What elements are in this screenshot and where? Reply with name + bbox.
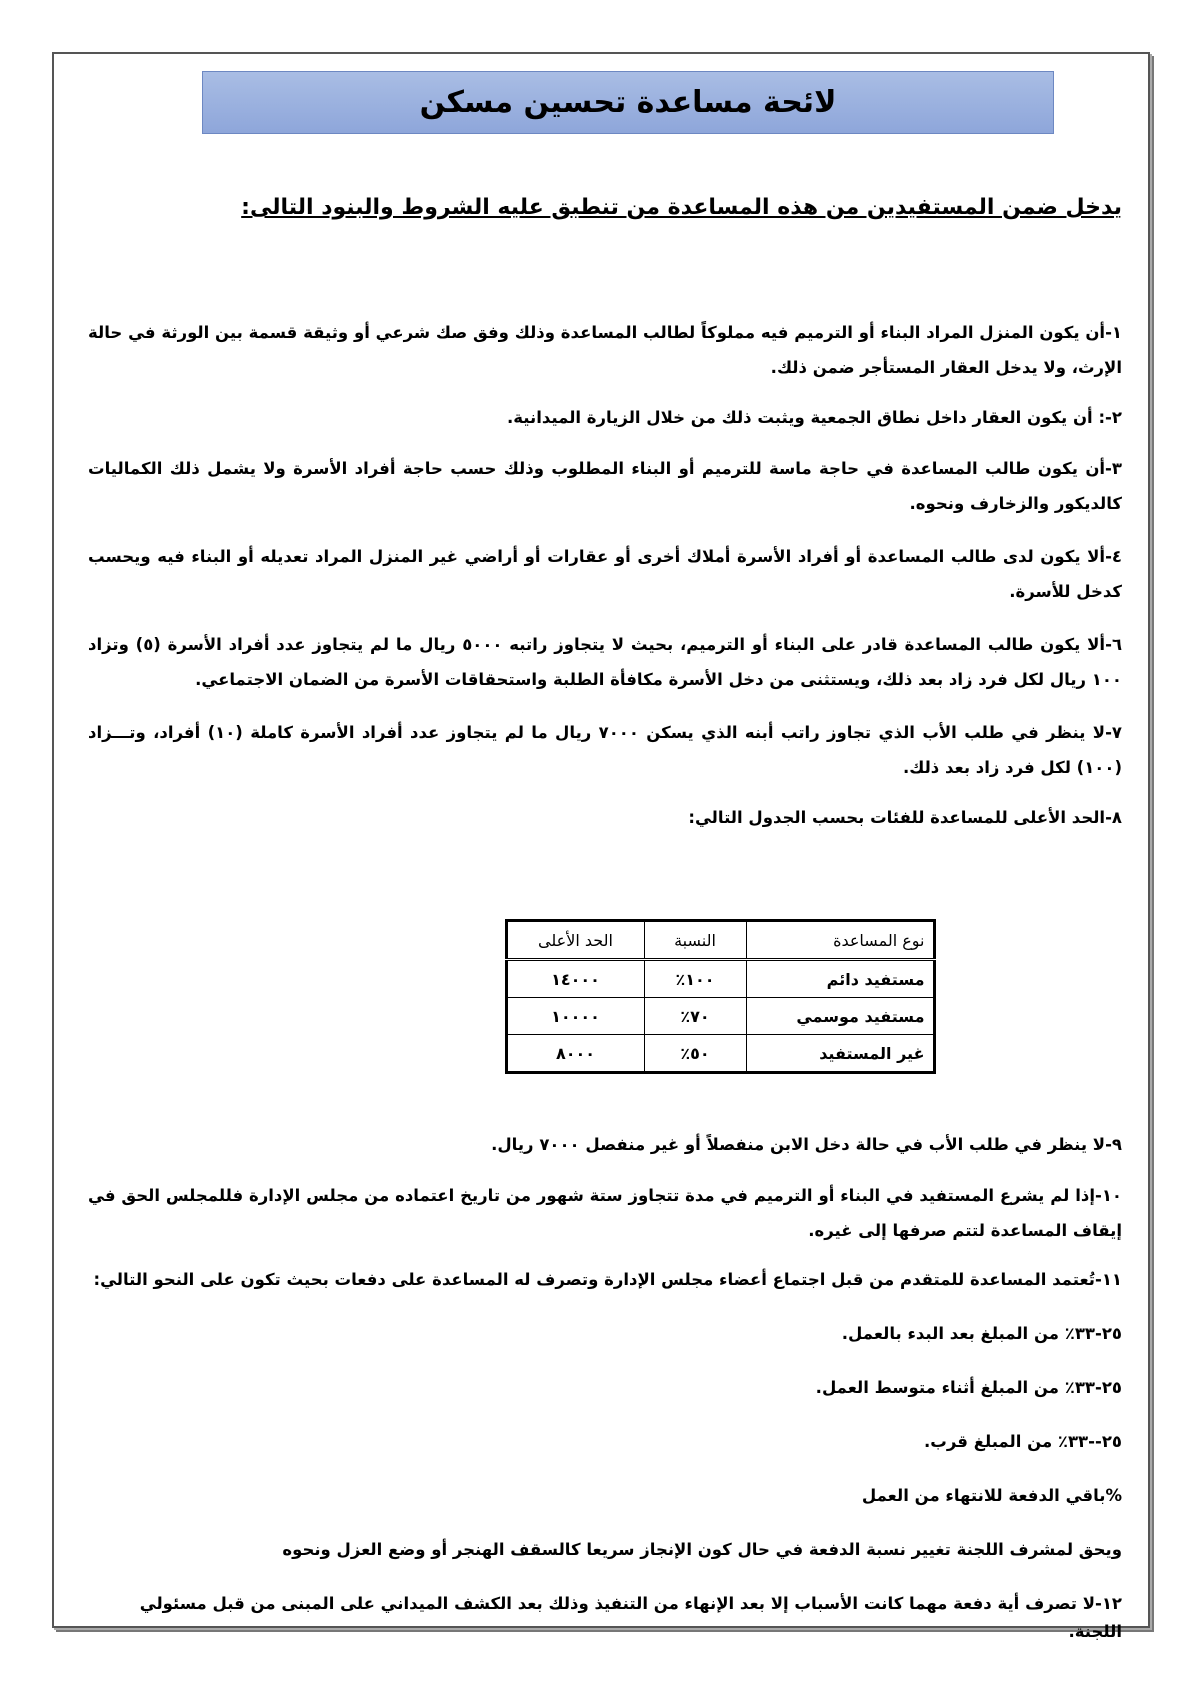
payment-2: ٢٥-٣٣٪ من المبلغ أثناء متوسط العمل.	[815, 1378, 1122, 1397]
condition-8: ٨-الحد الأعلى للمساعدة للفئات بحسب الجدول التالي:	[688, 808, 1122, 827]
cell-type: مستفيد دائم	[746, 960, 934, 998]
payment-1: ٢٥-٣٣٪ من المبلغ بعد البدء بالعمل.	[841, 1324, 1122, 1343]
condition-10: ١٠-إذا لم يشرع المستفيد في البناء أو الترميم في مدة تتجاوز ستة شهور من تاريخ اعتماده من مجلس الإدارة فللمجلس الحق في إيقاف المساعدة لتتم صرفها إلى غيره.	[88, 1186, 1122, 1240]
table-container	[88, 919, 1122, 1074]
table-row	[506, 1035, 934, 1073]
payment-4: %باقي الدفعة للانتهاء من العمل	[861, 1486, 1122, 1505]
condition-4: ٤-ألا يكون لدى طالب المساعدة أو أفراد الأسرة أملاك أخرى أو عقارات أو أراضي غير المنزل المراد تعديله أو البناء فيه ويحسب كدخل للأسرة.	[88, 547, 1122, 601]
table-row	[506, 998, 934, 1035]
condition-12: ١٢-لا تصرف أية دفعة مهما كانت الأسباب إلا بعد الإنهاء من التنفيذ وذلك بعد الكشف الميداني على المبنى من قبل مسئولي اللجنة.	[139, 1594, 1122, 1641]
cell-max: ٨٠٠٠	[506, 1035, 644, 1073]
assistance-table	[505, 919, 936, 1074]
intro-heading: يدخل ضمن المستفيدين من هذه المساعدة من تنطبق عليه الشروط والبنود التالى:	[241, 195, 1122, 220]
header-max: الحد الأعلى	[506, 921, 644, 960]
table-header-row	[506, 921, 934, 960]
condition-6: ٦-ألا يكون طالب المساعدة قادر على البناء أو الترميم، بحيث لا يتجاوز راتبه ٥٠٠٠ ريال ما لم يتجاوز عدد أفراد الأسرة (٥) وتزاد ١٠٠ ريال لكل فرد زاد بعد ذلك، ويستثنى من دخل الأسرة مكافأة الطلبة واستحقاقات الأسرة من الضمان الاجتماعي.	[88, 635, 1123, 689]
header-type: نوع المساعدة	[746, 921, 934, 960]
title-box	[202, 71, 1054, 134]
header-percent: النسبة	[644, 921, 746, 960]
cell-max: ١٤٠٠٠	[506, 960, 644, 998]
cell-type: غير المستفيد	[746, 1035, 934, 1073]
cell-percent: ٥٠٪	[644, 1035, 746, 1073]
document-body	[88, 195, 1122, 1672]
condition-7: ٧-لا ينظر في طلب الأب الذي تجاوز راتب أبنه الذي يسكن ٧٠٠٠ ريال ما لم يتجاوز عدد أفراد الأسرة كاملة (١٠) أفراد، وتـــزاد (١٠٠) لكل فرد زاد بعد ذلك.	[88, 723, 1122, 777]
table-row	[506, 960, 934, 998]
committee-note: ويحق لمشرف اللجنة تغيير نسبة الدفعة في حال كون الإنجاز سريعا كالسقف الهنجر أو وضع العزل ونحوه	[282, 1540, 1122, 1559]
condition-11: ١١-تُعتمد المساعدة للمتقدم من قبل اجتماع أعضاء مجلس الإدارة وتصرف له المساعدة على دفعات بحيث تكون على النحو التالي:	[93, 1270, 1122, 1289]
cell-percent: ١٠٠٪	[644, 960, 746, 998]
condition-1: ١-أن يكون المنزل المراد البناء أو الترميم فيه مملوكاً لطالب المساعدة وذلك وفق صك شرعي أو وثيقة قسمة بين الورثة في حالة الإرث، ولا يدخل العقار المستأجر ضمن ذلك.	[88, 323, 1122, 377]
payment-3: ٢٥--٣٣٪ من المبلغ قرب.	[924, 1432, 1122, 1451]
cell-max: ١٠٠٠٠	[506, 998, 644, 1035]
condition-2: ٢-: أن يكون العقار داخل نطاق الجمعية ويثبت ذلك من خلال الزيارة الميدانية.	[507, 408, 1122, 427]
cell-percent: ٧٠٪	[644, 998, 746, 1035]
condition-3: ٣-أن يكون طالب المساعدة في حاجة ماسة للترميم أو البناء المطلوب وذلك حسب حاجة أفراد الأسرة ولا يشمل ذلك الكماليات كالديكور والزخارف ونحوه.	[88, 459, 1122, 513]
condition-9: ٩-لا ينظر في طلب الأب في حالة دخل الابن منفصلاً أو غير منفصل ٧٠٠٠ ريال.	[491, 1135, 1122, 1154]
page-title: لائحة مساعدة تحسين مسكن	[419, 85, 837, 120]
cell-type: مستفيد موسمي	[746, 998, 934, 1035]
